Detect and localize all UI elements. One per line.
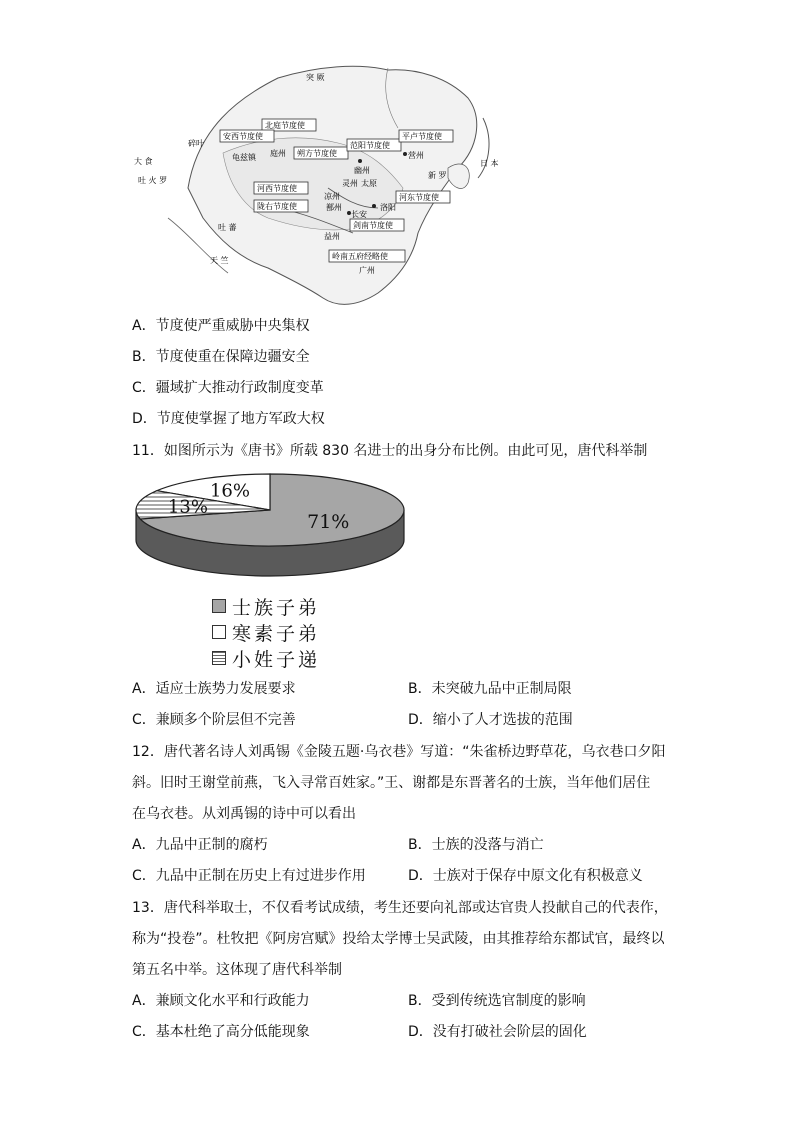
city-guangzhou: 广州 [359, 266, 375, 275]
box-pinglu: 平卢节度使 [402, 132, 442, 141]
pie-label-shizu: 71% [307, 511, 350, 534]
city-shanzhou: 鄯州 [326, 203, 342, 212]
city-luoyang: 洛阳 [380, 203, 396, 212]
pie-chart [134, 470, 414, 580]
legend-item-hansu [212, 620, 320, 644]
box-lingnan: 岭南五府经略使 [332, 252, 388, 261]
box-hexi: 河西节度使 [257, 184, 297, 193]
q12-option-a[interactable]: A．九品中正制的腐朽 [132, 837, 268, 853]
pie-label-xiaoxing: 13% [167, 496, 208, 518]
region-xinluo: 新 罗 [428, 171, 447, 180]
box-jiannan: 剑南节度使 [353, 221, 393, 230]
region-riben: 日 本 [480, 159, 499, 168]
box-fanyang: 范阳节度使 [350, 141, 390, 150]
q13-option-b[interactable]: B．受到传统选官制度的影响 [408, 993, 586, 1009]
pie-label-hansu: 16% [209, 480, 250, 502]
q10-option-d[interactable]: D．节度使掌握了地方军政大权 [132, 411, 325, 427]
box-longyou: 陇右节度使 [257, 202, 297, 211]
q11-option-b[interactable]: B．未突破九品中正制局限 [408, 681, 572, 697]
box-beiting: 北庭节度使 [265, 121, 305, 130]
q10-option-c[interactable]: C．疆域扩大推动行政制度变革 [132, 380, 324, 396]
q12-stem-line-1: 12．唐代著名诗人刘禹锡《金陵五题·乌衣巷》写道：“朱雀桥边野草花，乌衣巷口夕阳 [132, 744, 666, 760]
city-qiuci: 龟兹镇 [232, 153, 256, 162]
legend-swatch-xiaoxing [212, 651, 226, 665]
q12-option-d[interactable]: D．士族对于保存中原文化有积极意义 [408, 868, 643, 884]
region-tianzhu: 天 竺 [210, 256, 229, 265]
q12-option-c[interactable]: C．九品中正制在历史上有过进步作用 [132, 868, 366, 884]
tang-jiedushi-map [128, 58, 512, 310]
legend-label-shizu: 士族子弟 [232, 596, 321, 619]
legend-item-xiaoxing [212, 646, 320, 670]
q11-option-d[interactable]: D．缩小了人才选拔的范围 [408, 712, 573, 728]
city-yingzhou: 营州 [408, 151, 424, 160]
box-hedong: 河东节度使 [399, 193, 439, 202]
q13-stem-line-2: 称为“投卷”。杜牧把《阿房宫赋》投给太学博士吴武陵，由其推荐给东都试官，最终以 [132, 931, 665, 947]
region-dashi: 大 食 [134, 157, 153, 166]
city-taiyuan: 太原 [361, 179, 377, 188]
q12-option-b[interactable]: B．士族的没落与消亡 [408, 837, 544, 853]
q11-option-a[interactable]: A．适应士族势力发展要求 [132, 681, 296, 697]
city-yizhou: 益州 [324, 232, 340, 241]
q13-option-d[interactable]: D．没有打破社会阶层的固化 [408, 1024, 587, 1040]
region-tuhuoluo: 吐 火 罗 [138, 176, 168, 185]
city-suiye: 碎叶 [188, 139, 204, 148]
region-tujue: 突 厥 [306, 73, 325, 82]
q13-stem-line-3: 第五名中举。这体现了唐代科举制 [132, 962, 342, 978]
region-tubo: 吐 蕃 [218, 223, 237, 232]
city-youzhou: 幽州 [354, 166, 370, 175]
legend-label-xiaoxing: 小姓子递 [232, 648, 321, 671]
box-shuofang: 朔方节度使 [297, 149, 337, 158]
legend-item-shizu [212, 594, 320, 618]
legend-swatch-shizu [212, 599, 226, 613]
q12-stem-line-3: 在乌衣巷。从刘禹锡的诗中可以看出 [132, 806, 356, 822]
pie-legend [212, 594, 372, 674]
q13-stem-line-1: 13．唐代科举取士，不仅看考试成绩，考生还要向礼部或达官贵人投献自己的代表作， [132, 900, 668, 916]
legend-swatch-hansu [212, 625, 226, 639]
q13-option-c[interactable]: C．基本杜绝了高分低能现象 [132, 1024, 310, 1040]
q13-option-a[interactable]: A．兼顾文化水平和行政能力 [132, 993, 310, 1009]
city-changan: 长安 [351, 210, 367, 219]
q11-stem: 11．如图所示为《唐书》所载 830 名进士的出身分布比例。由此可见，唐代科举制 [132, 443, 648, 459]
q10-option-b[interactable]: B．节度使重在保障边疆安全 [132, 349, 310, 365]
city-liangzhou: 凉州 [324, 192, 340, 201]
q12-stem-line-2: 斜。旧时王谢堂前燕，飞入寻常百姓家。”王、谢都是东晋著名的士族，当年他们居住 [132, 775, 651, 791]
city-lingzhou: 灵州 [342, 179, 358, 188]
legend-label-hansu: 寒素子弟 [232, 622, 321, 645]
q11-option-c[interactable]: C．兼顾多个阶层但不完善 [132, 712, 296, 728]
city-tingzhou: 庭州 [270, 149, 286, 158]
q10-option-a[interactable]: A．节度使严重威胁中央集权 [132, 318, 310, 334]
box-anxi: 安西节度使 [223, 132, 263, 141]
